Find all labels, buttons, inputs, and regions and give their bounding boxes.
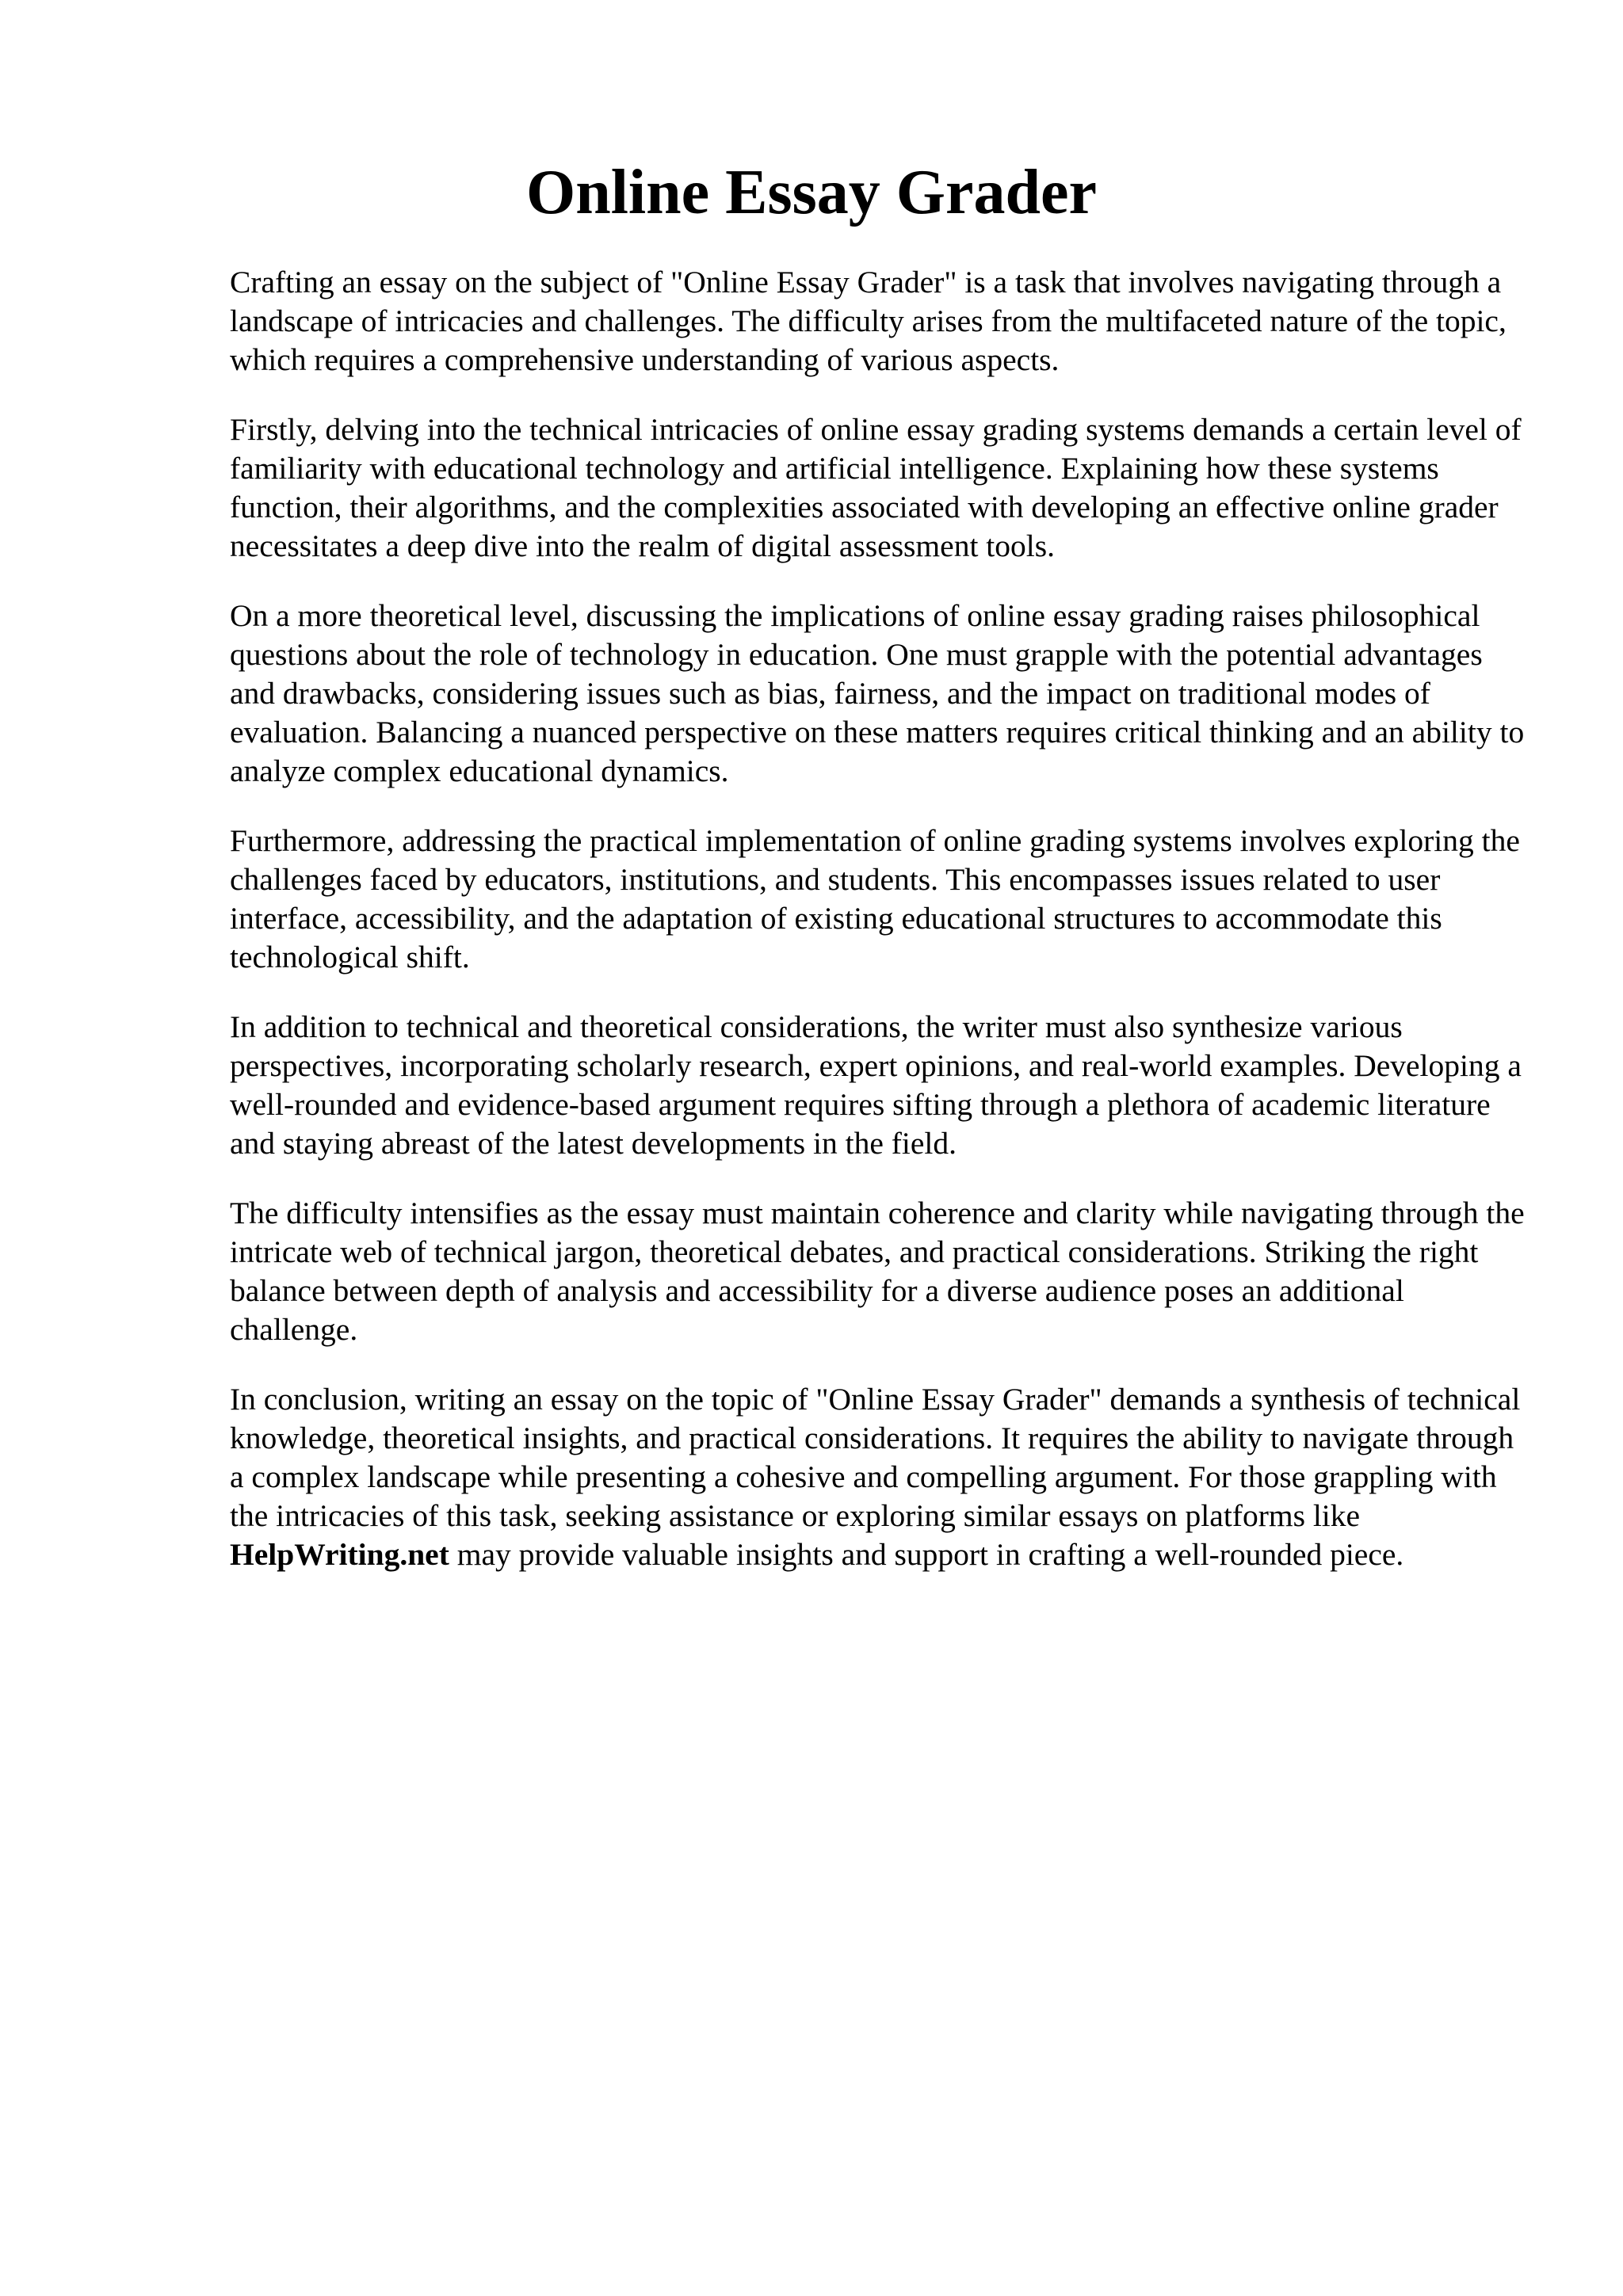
- conclusion-text-start: In conclusion, writing an essay on the topic of "Online Essay Grader" demands a synthesis of technical knowledge, theoretical insights, and practical considerations. It requires the ability to navigate through a complex landscape while presenting a cohesive and compelling argument. For those grappling with the intricacies of this task, seeking assistance or exploring similar essays on platforms like: [230, 1382, 1521, 1533]
- document-body: [230, 263, 1529, 1605]
- paragraph-intro: Crafting an essay on the subject of "Online Essay Grader" is a task that involves navigating through a landscape of intricacies and challenges. The difficulty arises from the multifaceted nature of the topic, which requires a comprehensive understanding of various aspects.: [230, 265, 1507, 377]
- paragraph-practical: Furthermore, addressing the practical implementation of online grading systems involves exploring the challenges faced by educators, institutions, and students. This encompasses issues related to user interface, accessibility, and the adaptation of existing educational structures to accommodate this technological shift.: [230, 823, 1520, 974]
- document-title: Online Essay Grader: [525, 158, 1098, 227]
- conclusion-text-end: may provide valuable insights and support in crafting a well-rounded piece.: [449, 1537, 1404, 1572]
- paragraph-synthesis: In addition to technical and theoretical considerations, the writer must also synthesize various perspectives, incorporating scholarly research, expert opinions, and real-world examples. Developing a well-rounded and evidence-based argument requires sifting through a plethora of academic literature and staying abreast of the latest developments in the field.: [230, 1009, 1522, 1161]
- paragraph-technical: Firstly, delving into the technical intricacies of online essay grading systems demands a certain level of familiarity with educational technology and artificial intelligence. Explaining how these systems function, their algorithms, and the complexities associated with developing an effective online grader necessitates a deep dive into the realm of digital assessment tools.: [230, 412, 1522, 563]
- helpwriting-link[interactable]: HelpWriting.net: [230, 1537, 449, 1572]
- paragraph-theoretical: On a more theoretical level, discussing the implications of online essay grading raises philosophical questions about the role of technology in education. One must grapple with the potential advantages and drawbacks, considering issues such as bias, fairness, and the impact on traditional modes of evaluation. Balancing a nuanced perspective on these matters requires critical thinking and an ability to analyze complex educational dynamics.: [230, 598, 1525, 788]
- paragraph-conclusion: [230, 1380, 1529, 1574]
- paragraph-difficulty: The difficulty intensifies as the essay must maintain coherence and clarity while navigating through the intricate web of technical jargon, theoretical debates, and practical considerations. Striking the right balance between depth of analysis and accessibility for a diverse audience poses an additional challenge.: [230, 1196, 1525, 1347]
